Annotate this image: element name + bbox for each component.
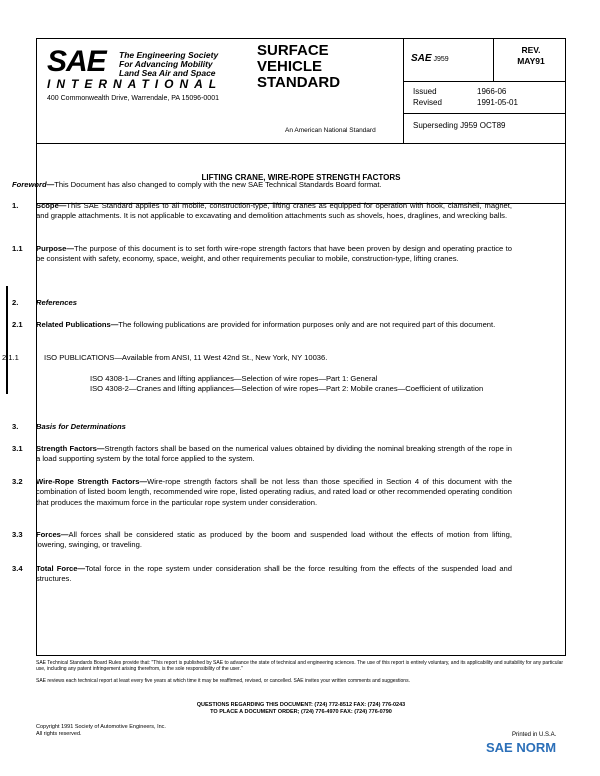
superseding: Superseding J959 OCT89: [413, 121, 506, 130]
section-text: [36, 298, 512, 308]
section-number: 2.: [12, 298, 19, 307]
international-label: INTERNATIONAL: [47, 77, 223, 91]
policy-text: SAE Technical Standards Board Rules provide that: "This report is published by SAE to advance the state of technical and engineering sciences. The use of this report is entirely voluntary, and its applicability and suitability for any particular use, including any patent infringement arising therefrom, is the sole responsibility of the user.": [36, 660, 564, 673]
section-text: [36, 201, 512, 222]
section-number: 3.: [12, 422, 19, 431]
section-number: 1.1: [12, 244, 23, 253]
foreword-text: This Document has also changed to comply with the new SAE Technical Standards Board format.: [54, 180, 382, 189]
order-info: [36, 702, 566, 716]
section-text: [36, 244, 512, 265]
iso-item: ISO 4308-1—Cranes and lifting appliances—Selection of wire ropes—Part 1: General: [90, 374, 378, 383]
section-text: [36, 422, 512, 432]
standard-line: SURFACE: [257, 42, 329, 59]
document-number: [411, 53, 449, 64]
society-line: For Advancing Mobility: [119, 59, 213, 69]
questions-line: QUESTIONS REGARDING THIS DOCUMENT: (724) 772-8512 FAX: (724) 776-0243: [196, 702, 406, 708]
issued-label: Issued: [413, 87, 437, 96]
dates: [413, 86, 541, 108]
revised-label: Revised: [413, 98, 442, 107]
section-number: 3.4: [12, 564, 23, 573]
section-body: The following publications are provided for information purposes only and are not required part of this document.: [118, 320, 496, 329]
section-label: Wire-Rope Strength Factors—: [36, 477, 148, 486]
order-line: TO PLACE A DOCUMENT ORDER; (724) 776-4970 FAX: (724) 776-0790: [210, 709, 392, 715]
standard-line: STANDARD: [257, 74, 341, 91]
footer-policy: [36, 660, 566, 684]
iso-item: ISO 4308-2—Cranes and lifting appliances—Selection of wire ropes—Part 2: Mobile cranes—Coefficient of utilization: [90, 384, 484, 394]
section-label: References: [36, 298, 77, 307]
revised-value: 1991-05-01: [477, 98, 518, 107]
revision: [497, 45, 565, 67]
section-body: This SAE Standard applies to all mobile, construction-type, lifting cranes as equipped for operation with hook, clamshell, magnet, and grapple attachments. It is not applicable to excavating and demolition attachments such as shovels, hoes, draglines, and wrecking balls.: [36, 201, 512, 221]
change-bar: [6, 286, 8, 394]
standard-type: [257, 43, 340, 91]
section-body: Total force in the rope system under consideration shall be the force resulting from the effects of the suspended load and structures.: [36, 564, 512, 584]
section-body: The purpose of this document is to set forth wire-rope strength factors that have been proven by design and operating practice to be consistent with safety, economy, space, weight, and other requirements peculiar to mobile, construction-type, lifting cranes.: [36, 244, 512, 264]
section-label: Forces—: [36, 530, 69, 539]
section-text: [36, 530, 512, 551]
doc-logo: SAE: [411, 53, 432, 64]
society-line: Land Sea Air and Space: [119, 68, 216, 78]
copyright-line: Copyright 1991 Society of Automotive Engineers, Inc.: [36, 724, 166, 730]
society-line: The Engineering Society: [119, 50, 219, 60]
address: 400 Commonwealth Drive, Warrendale, PA 15096-0001: [47, 95, 219, 102]
section-number: 1.: [12, 201, 19, 210]
title-box: [37, 143, 565, 204]
foreword: [12, 180, 512, 190]
section-label: Total Force—: [36, 564, 86, 573]
document-title: LIFTING CRANE, WIRE-ROPE STRENGTH FACTORS: [201, 173, 401, 182]
header: [37, 39, 565, 144]
sae-norm-stamp: SAE NORM: [486, 740, 557, 755]
section-body: Strength factors shall be based on the numerical values obtained by dividing the nominal breaking strength of the rope in a load supporting system by the total force applied to the system.: [36, 444, 512, 464]
section-number: 2.1: [12, 320, 23, 329]
section-body: ISO PUBLICATIONS—Available from ANSI, 11 West 42nd St., New York, NY 10036.: [44, 353, 328, 362]
section-text: [36, 477, 512, 508]
section-label: Purpose—: [36, 244, 74, 253]
sae-logo: SAE: [47, 45, 106, 78]
section-body: Wire-rope strength factors shall be not less than those specified in Section 4 of this document with the combination of listed boom length, recommended wire rope, listed operating radius, and rated load or other recommended operating condition that produces the maximum force in the particular rope system under consideration.: [36, 477, 512, 507]
rev-label: REV.: [521, 45, 541, 55]
section-number: 3.3: [12, 530, 23, 539]
section-number: 3.1: [12, 444, 23, 453]
section-text: [36, 444, 512, 465]
section-label: Scope—: [36, 201, 67, 210]
section-number: 3.2: [12, 477, 23, 486]
section-body: All forces shall be considered static as produced by the boom and suspended load without the effects of motion from lifting, lowering, swinging, or traveling.: [36, 530, 512, 550]
section-number: 2.1.1: [2, 353, 19, 362]
standard-line: VEHICLE: [257, 58, 323, 75]
doc-number: J959: [433, 56, 449, 63]
copyright: [36, 724, 166, 738]
review-text: SAE reviews each technical report at least every five years at which time it may be reaffirmed, revised, or cancelled. SAE invites your written comments and suggestions.: [36, 677, 410, 684]
rights-line: All rights reserved.: [36, 731, 82, 737]
issued-value: 1966-06: [477, 87, 507, 96]
foreword-label: Foreword—: [12, 180, 55, 189]
section-label: Strength Factors—: [36, 444, 105, 453]
society-tagline: [119, 51, 218, 78]
rev-value: MAY91: [517, 56, 545, 66]
printed-label: Printed in U.S.A.: [512, 732, 557, 738]
section-label: Basis for Determinations: [36, 422, 126, 431]
section-text: [36, 564, 512, 585]
section-text: [36, 320, 512, 330]
section-label: Related Publications—: [36, 320, 119, 329]
iso-list: [90, 374, 512, 395]
ans-label: An American National Standard: [285, 127, 376, 134]
